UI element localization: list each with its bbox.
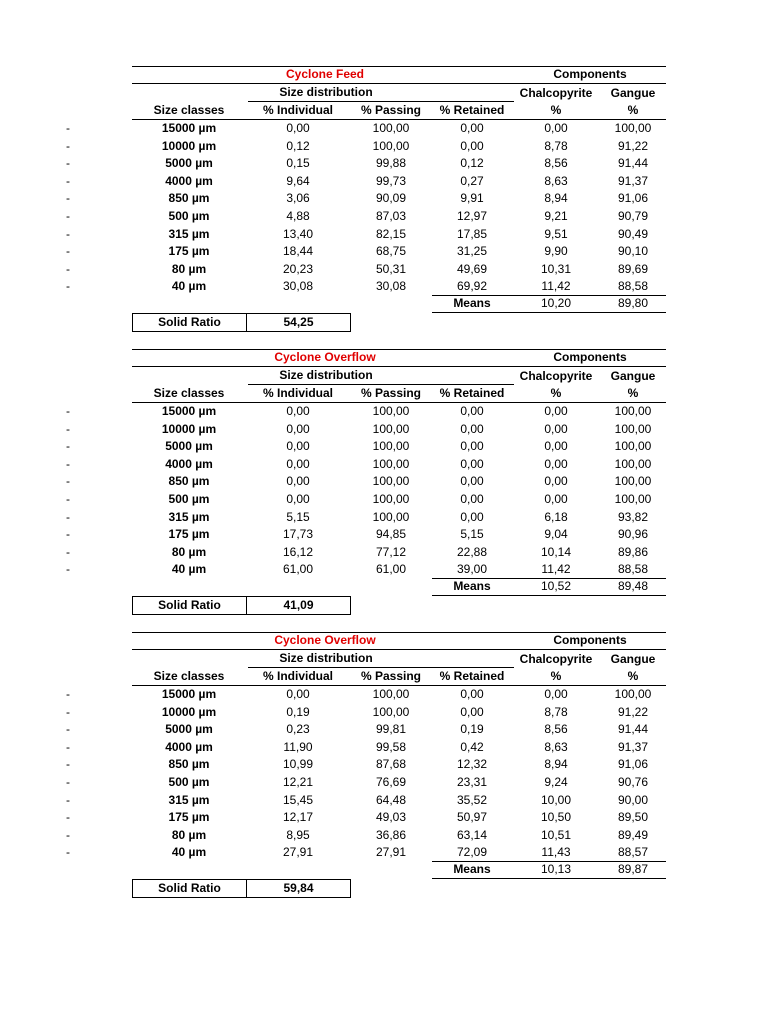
table-title: Cyclone Overflow: [274, 350, 376, 364]
passing-cell: 100,00: [372, 456, 410, 471]
size-classes-header: Size classes: [153, 103, 225, 117]
passing-cell: 100,00: [372, 492, 410, 506]
size-class-cell: 15000 µm: [161, 121, 217, 135]
chalcopyrite-unit: %: [550, 103, 562, 117]
individual-cell: 18,44: [282, 244, 314, 259]
row-dash: -: [66, 226, 70, 241]
individual-cell: 5,15: [286, 509, 310, 524]
passing-cell: 100,00: [372, 138, 410, 153]
size-class-cell: 5000 µm: [165, 439, 213, 454]
row-dash: -: [66, 845, 70, 860]
chalcopyrite-cell: 10,51: [540, 827, 572, 842]
gangue-cell: 100,00: [614, 474, 652, 489]
chalcopyrite-unit: %: [550, 669, 562, 683]
row-dash: -: [66, 261, 70, 276]
individual-cell: 15,45: [282, 792, 314, 807]
passing-cell: 76,69: [375, 775, 407, 789]
chalcopyrite-cell: 6,18: [544, 509, 568, 524]
size-class-cell: 500 µm: [168, 492, 210, 506]
chalcopyrite-cell: 9,21: [544, 209, 568, 223]
gangue-cell: 90,10: [617, 244, 649, 259]
individual-cell: 0,00: [286, 421, 310, 436]
gangue-cell: 100,00: [614, 439, 652, 454]
row-dash: -: [66, 509, 70, 524]
individual-cell: 0,00: [286, 121, 310, 135]
gangue-cell: 89,69: [617, 261, 649, 276]
table-block-2: [0, 349, 768, 619]
passing-cell: 90,09: [375, 191, 407, 206]
individual-cell: 0,00: [286, 439, 310, 454]
row-dash: -: [66, 244, 70, 259]
retained-cell: 0,19: [460, 722, 484, 737]
size-class-cell: 15000 µm: [161, 687, 217, 701]
individual-cell: 8,95: [286, 827, 310, 842]
chalcopyrite-cell: 10,14: [540, 544, 572, 559]
gangue-cell: 89,50: [617, 810, 649, 825]
passing-cell: 100,00: [372, 404, 410, 418]
passing-cell: 50,31: [375, 261, 407, 276]
chalcopyrite-cell: 10,31: [540, 261, 572, 276]
gangue-cell: 90,00: [617, 792, 649, 807]
row-dash: -: [66, 209, 70, 223]
size-class-cell: 40 µm: [171, 279, 207, 294]
retained-cell: 23,31: [456, 775, 488, 789]
means-label: Means: [453, 862, 491, 876]
individual-cell: 12,17: [282, 810, 314, 825]
gangue-cell: 100,00: [614, 456, 652, 471]
row-dash: -: [66, 562, 70, 577]
passing-cell: 64,48: [375, 792, 407, 807]
gangue-cell: 90,49: [617, 226, 649, 241]
size-class-cell: 315 µm: [168, 792, 210, 807]
gangue-cell: 89,49: [617, 827, 649, 842]
passing-cell: 99,88: [375, 156, 407, 171]
individual-cell: 0,00: [286, 404, 310, 418]
size-class-cell: 850 µm: [168, 474, 210, 489]
individual-cell: 0,12: [286, 138, 310, 153]
gangue-cell: 90,79: [617, 209, 649, 223]
chalcopyrite-cell: 0,00: [544, 121, 568, 135]
retained-cell: 12,97: [456, 209, 488, 223]
size-distribution-divider: [248, 384, 514, 385]
size-distribution-header: Size distribution: [279, 651, 373, 665]
passing-cell: 49,03: [375, 810, 407, 825]
chalcopyrite-cell: 8,78: [544, 138, 568, 153]
chalcopyrite-cell: 0,00: [544, 492, 568, 506]
retained-cell: 0,00: [460, 456, 484, 471]
row-dash: -: [66, 757, 70, 772]
row-dash: -: [66, 421, 70, 436]
individual-cell: 0,00: [286, 492, 310, 506]
chalcopyrite-cell: 0,00: [544, 421, 568, 436]
individual-cell: 12,21: [282, 775, 314, 789]
gangue-cell: 100,00: [614, 121, 652, 135]
chalcopyrite-cell: 9,51: [544, 226, 568, 241]
solid-ratio-value: 54,25: [283, 315, 314, 329]
chalcopyrite-header: Chalcopyrite: [519, 86, 593, 100]
size-classes-header: Size classes: [153, 669, 225, 683]
passing-header: % Passing: [360, 386, 422, 400]
solid-ratio-label: Solid Ratio: [158, 881, 221, 895]
size-class-cell: 4000 µm: [165, 456, 213, 471]
row-dash: -: [66, 722, 70, 737]
retained-cell: 9,91: [460, 191, 484, 206]
components-header: Components: [553, 350, 627, 364]
passing-cell: 77,12: [375, 544, 407, 559]
individual-cell: 0,15: [286, 156, 310, 171]
passing-cell: 82,15: [375, 226, 407, 241]
retained-cell: 35,52: [456, 792, 488, 807]
passing-cell: 30,08: [375, 279, 407, 294]
gangue-header: Gangue: [610, 86, 656, 100]
row-dash: -: [66, 138, 70, 153]
size-class-cell: 10000 µm: [161, 421, 217, 436]
chalcopyrite-cell: 11,42: [541, 562, 571, 577]
means-chalcopyrite: 10,13: [540, 862, 572, 876]
gangue-cell: 100,00: [614, 404, 652, 418]
passing-cell: 100,00: [372, 474, 410, 489]
retained-cell: 63,14: [456, 827, 488, 842]
chalcopyrite-cell: 8,63: [544, 739, 568, 754]
passing-cell: 100,00: [372, 421, 410, 436]
chalcopyrite-cell: 9,04: [544, 527, 568, 542]
passing-cell: 99,58: [375, 739, 407, 754]
solid-ratio-box: [132, 879, 351, 898]
retained-cell: 0,00: [460, 439, 484, 454]
solid-ratio-label: Solid Ratio: [158, 315, 221, 329]
gangue-cell: 88,57: [617, 845, 649, 860]
gangue-cell: 91,37: [617, 173, 649, 188]
size-class-cell: 500 µm: [168, 775, 210, 789]
retained-cell: 0,00: [460, 404, 484, 418]
means-bottom-border: [432, 878, 666, 879]
chalcopyrite-header: Chalcopyrite: [519, 369, 593, 383]
passing-header: % Passing: [360, 103, 422, 117]
passing-cell: 61,00: [375, 562, 407, 577]
size-class-cell: 315 µm: [168, 509, 210, 524]
retained-cell: 0,00: [460, 474, 484, 489]
retained-cell: 50,97: [456, 810, 488, 825]
table-title: Cyclone Feed: [285, 67, 365, 81]
solid-ratio-box: [132, 313, 351, 332]
chalcopyrite-cell: 10,50: [540, 810, 572, 825]
size-class-cell: 315 µm: [168, 226, 210, 241]
size-class-cell: 4000 µm: [165, 173, 213, 188]
means-gangue: 89,80: [617, 296, 649, 310]
passing-header: % Passing: [360, 669, 422, 683]
retained-header: % Retained: [439, 103, 505, 117]
retained-cell: 49,69: [456, 261, 488, 276]
individual-cell: 16,12: [282, 544, 314, 559]
individual-cell: 13,40: [282, 226, 314, 241]
row-dash: -: [66, 456, 70, 471]
gangue-cell: 91,22: [617, 138, 649, 153]
retained-cell: 12,32: [456, 757, 488, 772]
size-class-cell: 175 µm: [168, 527, 210, 542]
chalcopyrite-cell: 10,00: [540, 792, 572, 807]
individual-cell: 0,23: [286, 722, 310, 737]
retained-cell: 31,25: [456, 244, 488, 259]
passing-cell: 99,73: [375, 173, 407, 188]
retained-cell: 0,27: [460, 173, 484, 188]
gangue-cell: 91,06: [617, 757, 649, 772]
size-distribution-header: Size distribution: [279, 368, 373, 382]
table-block-1: [0, 66, 768, 336]
gangue-cell: 88,58: [617, 279, 649, 294]
size-class-cell: 40 µm: [171, 845, 207, 860]
gangue-cell: 100,00: [614, 421, 652, 436]
gangue-header: Gangue: [610, 652, 656, 666]
row-dash: -: [66, 404, 70, 418]
retained-cell: 17,85: [456, 226, 488, 241]
individual-cell: 10,99: [282, 757, 314, 772]
passing-cell: 68,75: [375, 244, 407, 259]
individual-cell: 0,00: [286, 474, 310, 489]
means-chalcopyrite: 10,20: [540, 296, 572, 310]
retained-cell: 22,88: [456, 544, 488, 559]
means-label: Means: [453, 579, 491, 593]
chalcopyrite-cell: 8,63: [544, 173, 568, 188]
means-label: Means: [453, 296, 491, 310]
chalcopyrite-cell: 8,94: [544, 191, 568, 206]
gangue-cell: 100,00: [614, 492, 652, 506]
gangue-unit: %: [627, 669, 639, 683]
gangue-cell: 91,44: [617, 156, 649, 171]
header-divider: [132, 649, 666, 650]
table-block-3: [0, 632, 768, 902]
components-header: Components: [553, 633, 627, 647]
passing-cell: 100,00: [372, 509, 410, 524]
size-class-cell: 175 µm: [168, 810, 210, 825]
passing-cell: 87,03: [375, 209, 407, 223]
row-dash: -: [66, 121, 70, 135]
means-gangue: 89,48: [617, 579, 649, 593]
table-title: Cyclone Overflow: [274, 633, 376, 647]
retained-cell: 69,92: [456, 279, 488, 294]
chalcopyrite-cell: 8,78: [544, 704, 568, 719]
size-class-cell: 15000 µm: [161, 404, 217, 418]
row-dash: -: [66, 775, 70, 789]
size-class-cell: 10000 µm: [161, 138, 217, 153]
row-dash: -: [66, 191, 70, 206]
row-dash: -: [66, 544, 70, 559]
size-class-cell: 850 µm: [168, 757, 210, 772]
chalcopyrite-header: Chalcopyrite: [519, 652, 593, 666]
components-header: Components: [553, 67, 627, 81]
individual-cell: 61,00: [282, 562, 314, 577]
retained-cell: 0,42: [460, 739, 484, 754]
means-bottom-border: [432, 312, 666, 313]
size-classes-header: Size classes: [153, 386, 225, 400]
retained-cell: 0,00: [460, 121, 484, 135]
individual-cell: 27,91: [282, 845, 314, 860]
size-class-cell: 5000 µm: [165, 156, 213, 171]
passing-cell: 94,85: [375, 527, 407, 542]
gangue-cell: 91,22: [617, 704, 649, 719]
retained-cell: 5,15: [460, 527, 484, 542]
row-dash: -: [66, 279, 70, 294]
size-class-cell: 80 µm: [171, 827, 207, 842]
retained-header: % Retained: [439, 669, 505, 683]
gangue-unit: %: [627, 103, 639, 117]
individual-cell: 3,06: [286, 191, 310, 206]
individual-cell: 20,23: [282, 261, 314, 276]
gangue-cell: 93,82: [617, 509, 649, 524]
chalcopyrite-cell: 8,56: [544, 722, 568, 737]
size-distribution-header: Size distribution: [279, 85, 373, 99]
retained-cell: 0,12: [460, 156, 484, 171]
passing-cell: 100,00: [372, 439, 410, 454]
column-header-divider: [132, 119, 666, 120]
row-dash: -: [66, 704, 70, 719]
size-class-cell: 80 µm: [171, 544, 207, 559]
row-dash: -: [66, 439, 70, 454]
row-dash: -: [66, 687, 70, 701]
solid-ratio-box: [132, 596, 351, 615]
retained-cell: 39,00: [456, 562, 488, 577]
size-class-cell: 5000 µm: [165, 722, 213, 737]
chalcopyrite-cell: 0,00: [544, 456, 568, 471]
retained-cell: 0,00: [460, 492, 484, 506]
solid-ratio-label: Solid Ratio: [158, 598, 221, 612]
individual-cell: 9,64: [286, 173, 310, 188]
size-class-cell: 80 µm: [171, 261, 207, 276]
means-bottom-border: [432, 595, 666, 596]
individual-cell: 0,00: [286, 456, 310, 471]
retained-cell: 0,00: [460, 704, 484, 719]
passing-cell: 100,00: [372, 121, 410, 135]
row-dash: -: [66, 156, 70, 171]
header-divider: [132, 366, 666, 367]
retained-cell: 0,00: [460, 138, 484, 153]
chalcopyrite-cell: 8,56: [544, 156, 568, 171]
size-distribution-divider: [248, 101, 514, 102]
gangue-cell: 100,00: [614, 687, 652, 701]
passing-cell: 99,81: [375, 722, 407, 737]
retained-cell: 0,00: [460, 421, 484, 436]
chalcopyrite-cell: 11,43: [541, 845, 571, 860]
chalcopyrite-cell: 0,00: [544, 404, 568, 418]
retained-header: % Retained: [439, 386, 505, 400]
row-dash: -: [66, 173, 70, 188]
individual-cell: 11,90: [283, 739, 313, 754]
chalcopyrite-cell: 9,24: [544, 775, 568, 789]
header-divider: [132, 83, 666, 84]
chalcopyrite-cell: 0,00: [544, 687, 568, 701]
chalcopyrite-cell: 9,90: [544, 244, 568, 259]
row-dash: -: [66, 527, 70, 542]
passing-cell: 36,86: [375, 827, 407, 842]
individual-cell: 4,88: [286, 209, 310, 223]
chalcopyrite-unit: %: [550, 386, 562, 400]
gangue-cell: 89,86: [617, 544, 649, 559]
individual-cell: 0,19: [286, 704, 310, 719]
means-gangue: 89,87: [617, 862, 649, 876]
solid-ratio-value: 41,09: [283, 598, 314, 612]
row-dash: -: [66, 739, 70, 754]
size-class-cell: 10000 µm: [161, 704, 217, 719]
row-dash: -: [66, 810, 70, 825]
size-class-cell: 500 µm: [168, 209, 210, 223]
row-dash: -: [66, 492, 70, 506]
gangue-unit: %: [627, 386, 639, 400]
chalcopyrite-cell: 0,00: [544, 474, 568, 489]
gangue-header: Gangue: [610, 369, 656, 383]
passing-cell: 87,68: [375, 757, 407, 772]
means-chalcopyrite: 10,52: [540, 579, 572, 593]
size-class-cell: 175 µm: [168, 244, 210, 259]
row-dash: -: [66, 827, 70, 842]
passing-cell: 27,91: [375, 845, 407, 860]
gangue-cell: 90,76: [617, 775, 649, 789]
chalcopyrite-cell: 0,00: [544, 439, 568, 454]
size-class-cell: 40 µm: [171, 562, 207, 577]
size-distribution-divider: [248, 667, 514, 668]
size-class-cell: 4000 µm: [165, 739, 213, 754]
gangue-cell: 91,06: [617, 191, 649, 206]
gangue-cell: 91,44: [617, 722, 649, 737]
retained-cell: 0,00: [460, 509, 484, 524]
row-dash: -: [66, 474, 70, 489]
individual-cell: 17,73: [282, 527, 314, 542]
individual-cell: 0,00: [286, 687, 310, 701]
individual-cell: 30,08: [282, 279, 314, 294]
retained-cell: 0,00: [460, 687, 484, 701]
passing-cell: 100,00: [372, 687, 410, 701]
individual-header: % Individual: [262, 669, 333, 683]
individual-header: % Individual: [262, 386, 333, 400]
column-header-divider: [132, 402, 666, 403]
individual-header: % Individual: [262, 103, 333, 117]
retained-cell: 72,09: [456, 845, 488, 860]
column-header-divider: [132, 685, 666, 686]
solid-ratio-value: 59,84: [283, 881, 314, 895]
size-class-cell: 850 µm: [168, 191, 210, 206]
row-dash: -: [66, 792, 70, 807]
passing-cell: 100,00: [372, 704, 410, 719]
gangue-cell: 90,96: [617, 527, 649, 542]
chalcopyrite-cell: 8,94: [544, 757, 568, 772]
chalcopyrite-cell: 11,42: [541, 279, 571, 294]
gangue-cell: 88,58: [617, 562, 649, 577]
gangue-cell: 91,37: [617, 739, 649, 754]
